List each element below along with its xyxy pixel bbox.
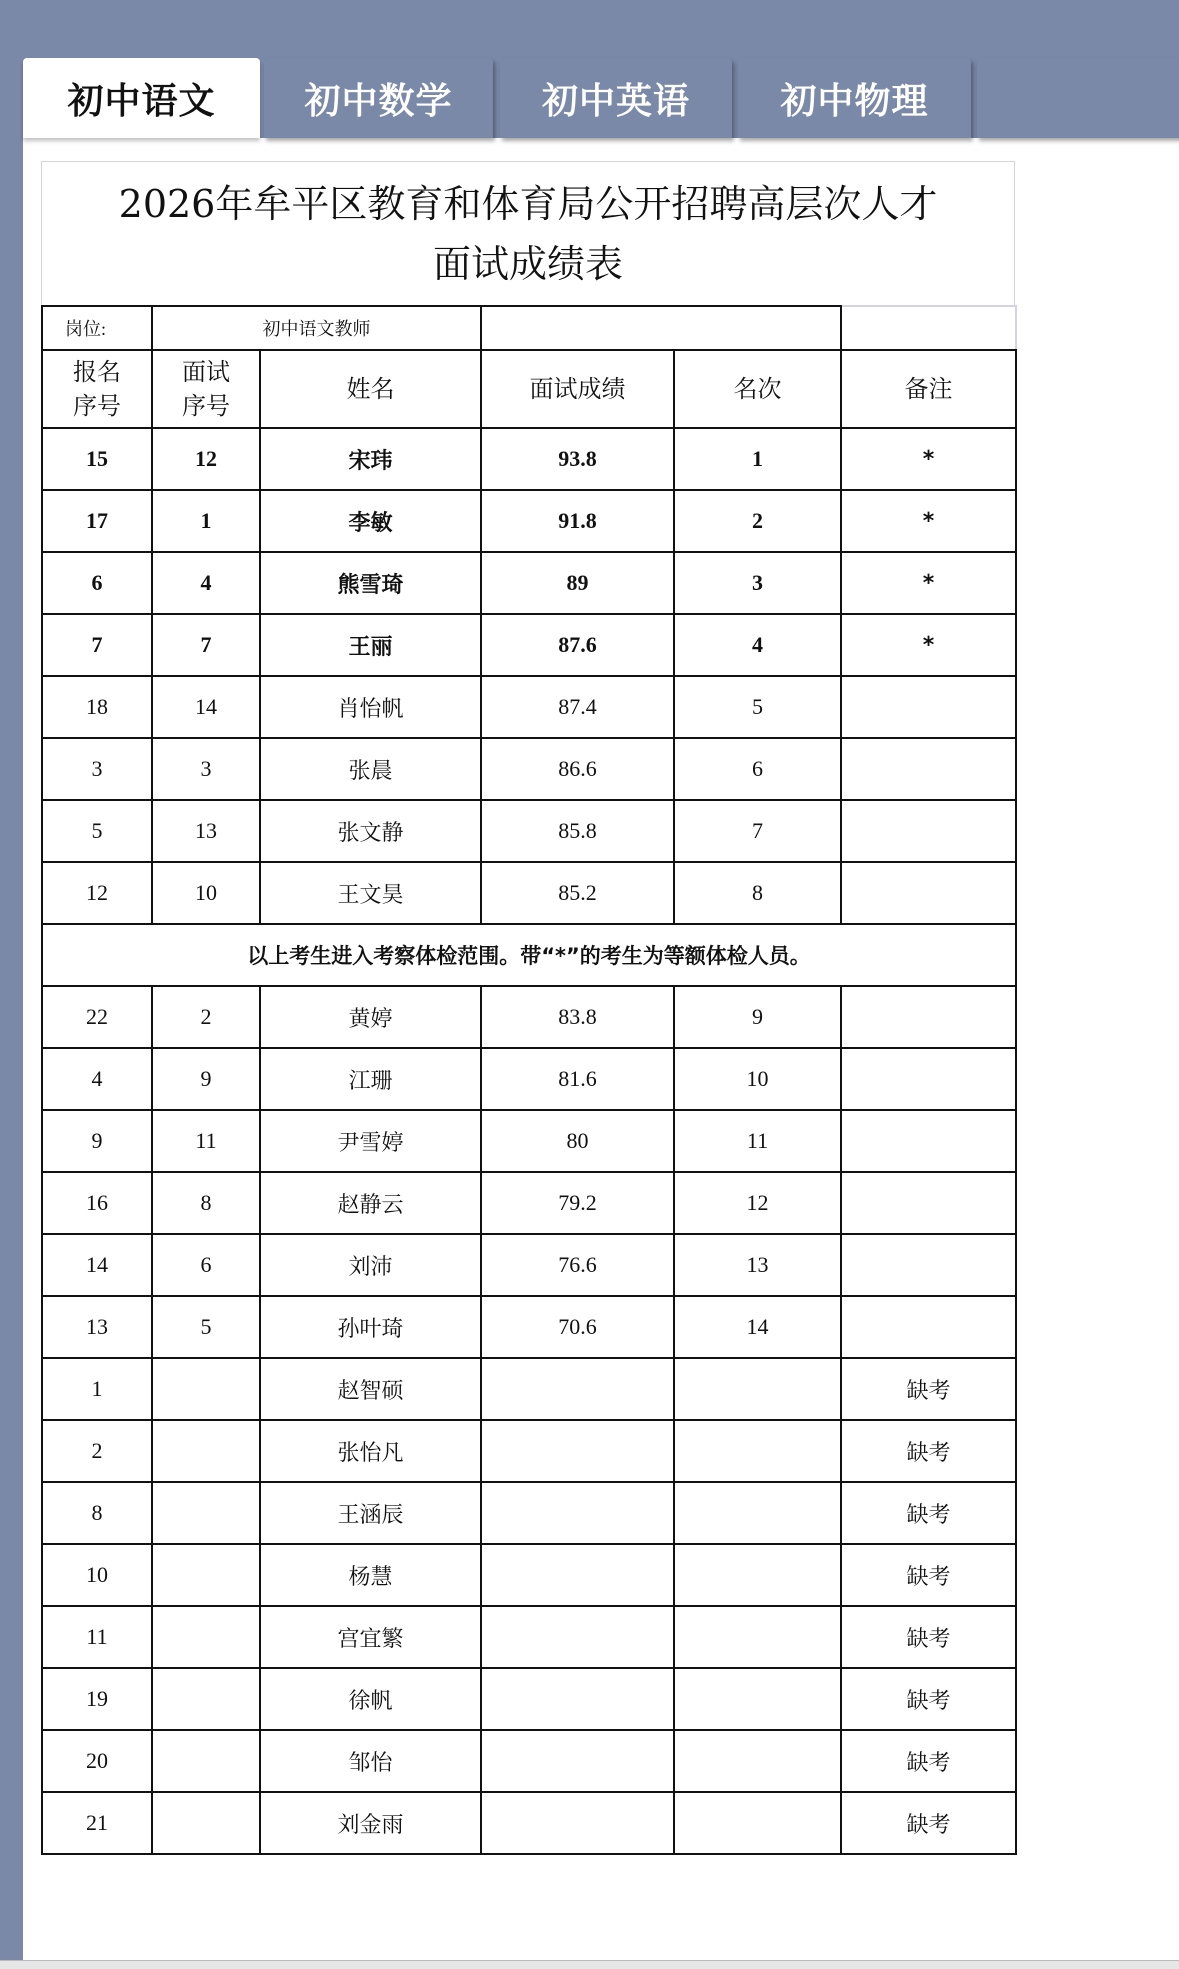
cell-name: 尹雪婷 — [260, 1110, 481, 1172]
post-blank — [841, 306, 1016, 350]
table-row — [42, 1420, 1016, 1482]
cell-rank: 11 — [674, 1110, 841, 1172]
table-row — [42, 1234, 1016, 1296]
cell-reg-no: 19 — [42, 1668, 152, 1730]
post-value: 初中语文教师 — [152, 306, 481, 350]
cell-name: 宋玮 — [260, 428, 481, 490]
table-row — [42, 1792, 1016, 1854]
header-interview-no: 面试 序号 — [152, 350, 260, 428]
table-row — [42, 552, 1016, 614]
cell-interview-no: 11 — [152, 1110, 260, 1172]
tab-english[interactable] — [500, 58, 732, 138]
cell-note: 缺考 — [841, 1730, 1016, 1792]
table-row — [42, 1296, 1016, 1358]
cell-interview-no: 10 — [152, 862, 260, 924]
cell-note — [841, 1110, 1016, 1172]
cell-name: 张怡凡 — [260, 1420, 481, 1482]
cell-score: 76.6 — [481, 1234, 674, 1296]
cell-note — [841, 1048, 1016, 1110]
cell-name: 张晨 — [260, 738, 481, 800]
tab-more[interactable] — [977, 58, 1179, 138]
cell-reg-no: 8 — [42, 1482, 152, 1544]
cell-interview-no: 8 — [152, 1172, 260, 1234]
cell-name: 王丽 — [260, 614, 481, 676]
cell-name: 李敏 — [260, 490, 481, 552]
cell-name: 肖怡帆 — [260, 676, 481, 738]
cell-interview-no — [152, 1420, 260, 1482]
cell-rank — [674, 1730, 841, 1792]
cell-score — [481, 1792, 674, 1854]
cell-reg-no: 3 — [42, 738, 152, 800]
tab-label: 初中语文 — [67, 80, 216, 122]
cell-interview-no: 1 — [152, 490, 260, 552]
cell-score: 85.8 — [481, 800, 674, 862]
cell-reg-no: 2 — [42, 1420, 152, 1482]
header-row — [42, 350, 1016, 428]
cell-rank — [674, 1792, 841, 1854]
cell-name: 徐帆 — [260, 1668, 481, 1730]
cell-interview-no: 12 — [152, 428, 260, 490]
header-note: 备注 — [841, 350, 1016, 428]
cell-rank — [674, 1606, 841, 1668]
table-row — [42, 1544, 1016, 1606]
cell-rank: 7 — [674, 800, 841, 862]
cell-reg-no: 5 — [42, 800, 152, 862]
cell-note — [841, 1234, 1016, 1296]
table-row — [42, 986, 1016, 1048]
notice-text: 以上考生进入考察体检范围。带“*”的考生为等额体检人员。 — [42, 924, 1016, 986]
cell-score — [481, 1420, 674, 1482]
cell-reg-no: 21 — [42, 1792, 152, 1854]
cell-reg-no: 6 — [42, 552, 152, 614]
cell-rank — [674, 1420, 841, 1482]
header-name: 姓名 — [260, 350, 481, 428]
table-row — [42, 1730, 1016, 1792]
cell-score: 81.6 — [481, 1048, 674, 1110]
cell-reg-no: 7 — [42, 614, 152, 676]
cell-score: 80 — [481, 1110, 674, 1172]
table-row — [42, 1668, 1016, 1730]
cell-note: 缺考 — [841, 1606, 1016, 1668]
table-row — [42, 490, 1016, 552]
tab-label: 初中英语 — [541, 80, 690, 122]
cell-rank: 2 — [674, 490, 841, 552]
table-row — [42, 1048, 1016, 1110]
tab-label-blurred — [1075, 78, 1089, 119]
cell-name: 熊雪琦 — [260, 552, 481, 614]
cell-rank — [674, 1358, 841, 1420]
cell-reg-no: 18 — [42, 676, 152, 738]
cell-name: 赵智硕 — [260, 1358, 481, 1420]
score-table — [41, 305, 1017, 1855]
cell-reg-no: 10 — [42, 1544, 152, 1606]
cell-name: 赵静云 — [260, 1172, 481, 1234]
cell-score — [481, 1358, 674, 1420]
cell-reg-no: 9 — [42, 1110, 152, 1172]
cell-reg-no: 22 — [42, 986, 152, 1048]
cell-score — [481, 1544, 674, 1606]
cell-interview-no: 3 — [152, 738, 260, 800]
cell-score: 70.6 — [481, 1296, 674, 1358]
cell-note: 缺考 — [841, 1668, 1016, 1730]
cell-note: 缺考 — [841, 1358, 1016, 1420]
cell-score: 87.4 — [481, 676, 674, 738]
cell-score — [481, 1668, 674, 1730]
cell-note: * — [841, 490, 1016, 552]
cell-note: * — [841, 614, 1016, 676]
cell-interview-no: 5 — [152, 1296, 260, 1358]
cell-name: 黄婷 — [260, 986, 481, 1048]
table-row — [42, 862, 1016, 924]
title-line-1: 2026年牟平区教育和体育局公开招聘高层次人才 — [118, 181, 938, 226]
cell-note: 缺考 — [841, 1792, 1016, 1854]
tab-label: 初中物理 — [780, 80, 929, 122]
cell-score: 85.2 — [481, 862, 674, 924]
cell-score: 86.6 — [481, 738, 674, 800]
cell-rank — [674, 1668, 841, 1730]
table-row — [42, 1482, 1016, 1544]
cell-reg-no: 17 — [42, 490, 152, 552]
title-line-2: 面试成绩表 — [432, 241, 623, 286]
cell-reg-no: 14 — [42, 1234, 152, 1296]
cell-rank: 13 — [674, 1234, 841, 1296]
cell-interview-no — [152, 1792, 260, 1854]
cell-interview-no — [152, 1482, 260, 1544]
cell-note — [841, 800, 1016, 862]
table-row — [42, 1358, 1016, 1420]
cell-name: 宫宜繁 — [260, 1606, 481, 1668]
tab-label: 初中数学 — [304, 80, 453, 122]
cell-rank: 12 — [674, 1172, 841, 1234]
table-row — [42, 800, 1016, 862]
cell-interview-no: 6 — [152, 1234, 260, 1296]
cell-rank: 5 — [674, 676, 841, 738]
cell-note: 缺考 — [841, 1482, 1016, 1544]
cell-score: 91.8 — [481, 490, 674, 552]
cell-name: 邹怡 — [260, 1730, 481, 1792]
cell-rank: 14 — [674, 1296, 841, 1358]
cell-note — [841, 738, 1016, 800]
cell-rank: 8 — [674, 862, 841, 924]
cell-name: 刘沛 — [260, 1234, 481, 1296]
cell-rank — [674, 1544, 841, 1606]
cell-reg-no: 20 — [42, 1730, 152, 1792]
cell-score — [481, 1606, 674, 1668]
header-reg-no: 报名 序号 — [42, 350, 152, 428]
cell-note — [841, 1172, 1016, 1234]
post-label: 岗位: — [42, 306, 152, 350]
cell-score: 79.2 — [481, 1172, 674, 1234]
cell-interview-no: 4 — [152, 552, 260, 614]
cell-score: 93.8 — [481, 428, 674, 490]
table-row — [42, 614, 1016, 676]
cell-reg-no: 16 — [42, 1172, 152, 1234]
cell-note — [841, 986, 1016, 1048]
cell-note: * — [841, 428, 1016, 490]
cell-score — [481, 1482, 674, 1544]
cell-name: 张文静 — [260, 800, 481, 862]
cell-name: 杨慧 — [260, 1544, 481, 1606]
cell-interview-no: 2 — [152, 986, 260, 1048]
post-empty — [481, 306, 841, 350]
cell-note: 缺考 — [841, 1544, 1016, 1606]
cell-score: 89 — [481, 552, 674, 614]
cell-rank: 1 — [674, 428, 841, 490]
cell-score: 83.8 — [481, 986, 674, 1048]
cell-name: 王涵辰 — [260, 1482, 481, 1544]
cell-interview-no — [152, 1668, 260, 1730]
cell-interview-no — [152, 1544, 260, 1606]
cell-rank — [674, 1482, 841, 1544]
table-row — [42, 1172, 1016, 1234]
cell-score — [481, 1730, 674, 1792]
cell-note — [841, 862, 1016, 924]
cell-interview-no — [152, 1730, 260, 1792]
table-row — [42, 1606, 1016, 1668]
cell-reg-no: 4 — [42, 1048, 152, 1110]
post-row — [42, 306, 1016, 350]
header-score: 面试成绩 — [481, 350, 674, 428]
cell-name: 刘金雨 — [260, 1792, 481, 1854]
cell-rank: 10 — [674, 1048, 841, 1110]
tab-physics[interactable] — [738, 58, 971, 138]
cell-rank: 4 — [674, 614, 841, 676]
table-row — [42, 676, 1016, 738]
cell-interview-no: 7 — [152, 614, 260, 676]
cell-rank: 6 — [674, 738, 841, 800]
table-row — [42, 1110, 1016, 1172]
table-row — [42, 428, 1016, 490]
tab-chinese[interactable] — [23, 58, 260, 138]
cell-note — [841, 1296, 1016, 1358]
cell-interview-no — [152, 1358, 260, 1420]
cell-reg-no: 12 — [42, 862, 152, 924]
cell-interview-no: 13 — [152, 800, 260, 862]
cell-reg-no: 15 — [42, 428, 152, 490]
notice-row — [42, 924, 1016, 986]
cell-name: 孙叶琦 — [260, 1296, 481, 1358]
cell-score: 87.6 — [481, 614, 674, 676]
cell-rank: 3 — [674, 552, 841, 614]
cell-note — [841, 676, 1016, 738]
cell-note: * — [841, 552, 1016, 614]
cell-name: 王文昊 — [260, 862, 481, 924]
cell-rank: 9 — [674, 986, 841, 1048]
header-rank: 名次 — [674, 350, 841, 428]
cell-reg-no: 11 — [42, 1606, 152, 1668]
cell-name: 江珊 — [260, 1048, 481, 1110]
sheet-title — [41, 161, 1015, 305]
cell-note: 缺考 — [841, 1420, 1016, 1482]
cell-interview-no: 14 — [152, 676, 260, 738]
tab-math[interactable] — [264, 58, 493, 138]
score-sheet — [41, 161, 1015, 1855]
cell-reg-no: 1 — [42, 1358, 152, 1420]
cell-interview-no: 9 — [152, 1048, 260, 1110]
cell-interview-no — [152, 1606, 260, 1668]
table-row — [42, 738, 1016, 800]
cell-reg-no: 13 — [42, 1296, 152, 1358]
